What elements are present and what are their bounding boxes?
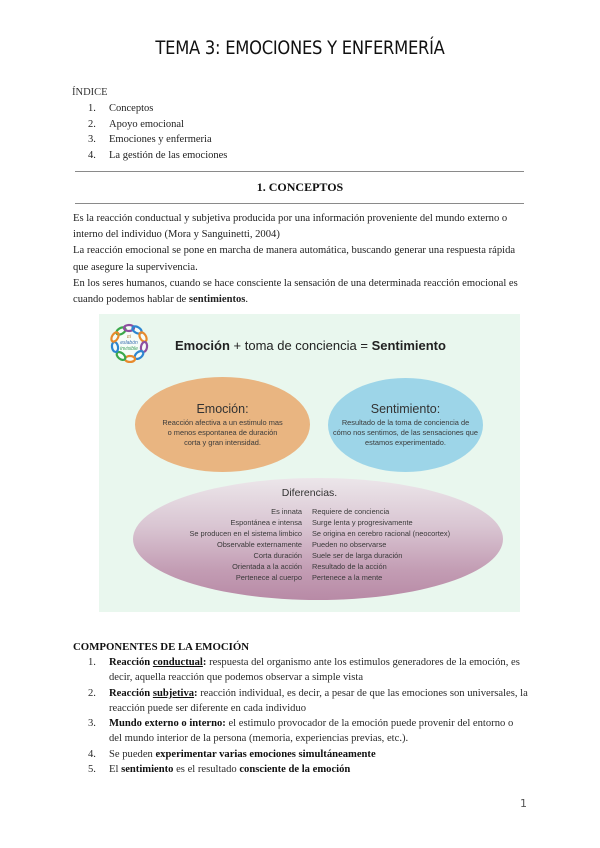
item-number: 2. [88, 687, 96, 699]
paragraph: La reacción emocional se pone en marcha de manera automática, buscando generar una respuesta rápida que asegure la supervivencia. [73, 245, 516, 273]
section-rule-top [75, 171, 524, 172]
diferencia-item: Es innata [271, 507, 302, 516]
paragraph: Es la reacción conductual y subjetiva producida por una información proveniente del mundo externo o interno del individuo (Mora y Sanguinetti, 2004) [73, 213, 508, 241]
logo-text: invisible [120, 346, 138, 352]
diferencia-item: Surge lenta y progresivamente [312, 518, 413, 527]
diferencia-item: Espontánea e intensa [230, 518, 302, 527]
componente-item [88, 716, 528, 747]
item-text [109, 686, 528, 717]
componentes-heading: COMPONENTES DE LA EMOCIÓN [73, 641, 250, 653]
formula-emocion: Emoción [175, 338, 230, 353]
bold-punct: : [202, 657, 207, 668]
componente-item [88, 747, 528, 762]
emocion-title: Emoción: [196, 401, 249, 416]
item-description: reacción individual, es decir, a pesar de que las emociones son universales, la reacción puede ser diferente en cada individuo [109, 687, 528, 714]
index-item-number: 4. [88, 149, 96, 161]
bold-term: Mundo externo o interno: [109, 718, 226, 730]
diferencia-item: Orientada a la acción [232, 562, 302, 571]
index-item-label: Emociones y enfermeria [109, 134, 212, 145]
bold-term: consciente de la emoción [239, 764, 351, 776]
item-prefix: El [109, 764, 122, 776]
index-item [88, 117, 227, 133]
diferencia-item: Requiere de conciencia [312, 507, 390, 516]
bold-term: experimentar varias emociones simultáneamente [155, 748, 376, 760]
formula-heading [175, 338, 446, 353]
item-text [109, 655, 528, 686]
diferencias-title: Diferencias. [281, 487, 338, 499]
concepts-text [73, 211, 533, 308]
index-list [88, 101, 227, 163]
paragraph-end: . [245, 294, 249, 306]
emocion-definition: Reacción afectiva a un estimulo mas o menos espontanea de duración corta y gran intensidad. [162, 417, 283, 447]
diferencia-item: Se origina en cerebro racional (neocortex) [312, 529, 451, 538]
index-item [88, 148, 227, 164]
formula-connector: + toma de conciencia = [229, 338, 372, 353]
componentes-list [88, 655, 528, 777]
page-number: 1 [520, 797, 527, 810]
item-middle: es el resultado [173, 764, 240, 776]
paragraph [73, 276, 533, 308]
eslabon-invisible-logo-icon [109, 323, 149, 363]
item-text [109, 716, 528, 747]
emotion-feeling-diagram [99, 314, 520, 612]
bold-term: Reacción [109, 657, 153, 668]
item-number: 5. [88, 764, 96, 776]
diferencia-item: Corta duración [253, 551, 302, 560]
formula-sentimiento: Sentimiento [371, 338, 446, 353]
diferencia-item: Resultado de la acción [312, 562, 387, 571]
item-description: el estimulo provocador de la emoción puede provenir del entorno o del mundo interior de la persona (memoria, experiencias previas, etc.). [109, 718, 514, 745]
logo-text: El [126, 334, 132, 339]
diferencia-item: Observable externamente [216, 540, 302, 549]
diferencia-item: Pueden no observarse [312, 540, 387, 549]
diferencias-sentimiento-column [307, 506, 450, 583]
diferencias-columns [99, 506, 520, 583]
paragraph-text: En los seres humanos, cuando se hace consciente la sensación de una determinada reacción emocional es cuando podemos hablar de [73, 277, 518, 306]
componente-item [88, 655, 528, 686]
logo-text: eslabón [120, 340, 138, 346]
bold-term: sentimientos [188, 294, 246, 306]
index-label: ÍNDICE [72, 87, 108, 98]
sentimiento-title: Sentimiento: [370, 402, 441, 416]
item-description: respuesta del organismo ante los estimulos generadores de la emoción, es decir, aquella reacción que podemos observar a simple vista [109, 657, 520, 684]
index-item-label: Conceptos [109, 103, 154, 114]
bold-punct: : [194, 687, 198, 699]
index-item-label: La gestión de las emociones [109, 149, 228, 161]
item-text [109, 747, 376, 762]
underlined-term: conductual [152, 657, 203, 668]
underlined-term: subjetiva [152, 687, 195, 699]
componente-item [88, 762, 528, 777]
diferencia-item: Se producen en el sistema limbico [189, 529, 302, 538]
diferencia-item: Pertenece al cuerpo [235, 573, 302, 582]
index-item-number: 2. [88, 118, 96, 130]
item-number: 1. [88, 657, 96, 668]
index-item [88, 101, 227, 117]
item-prefix: Se pueden [109, 748, 156, 760]
componente-item [88, 686, 528, 717]
diferencia-item: Suele ser de larga duración [312, 551, 403, 560]
sentimiento-ellipse [328, 378, 483, 472]
section-rule-bottom [75, 203, 524, 204]
item-number: 4. [88, 748, 96, 760]
document-title: TEMA 3: EMOCIONES Y ENFERMERÍA [155, 37, 445, 59]
bold-term: sentimiento [121, 764, 174, 776]
diferencias-emocion-column [99, 506, 307, 583]
index-item-number: 3. [88, 134, 96, 145]
section-title: 1. CONCEPTOS [256, 180, 344, 194]
index-item-number: 1. [88, 103, 96, 114]
item-number: 3. [88, 718, 96, 730]
index-item [88, 132, 227, 148]
index-item-label: Apoyo emocional [109, 118, 184, 130]
item-text [109, 762, 350, 777]
diferencia-item: Pertenece a la mente [312, 573, 383, 582]
sentimiento-definition: Resultado de la toma de conciencia de cómo nos sentimos, de las sensaciones que estamos experimentado. [332, 418, 479, 447]
bold-term: Reacción [109, 687, 153, 699]
emocion-ellipse [135, 377, 310, 472]
